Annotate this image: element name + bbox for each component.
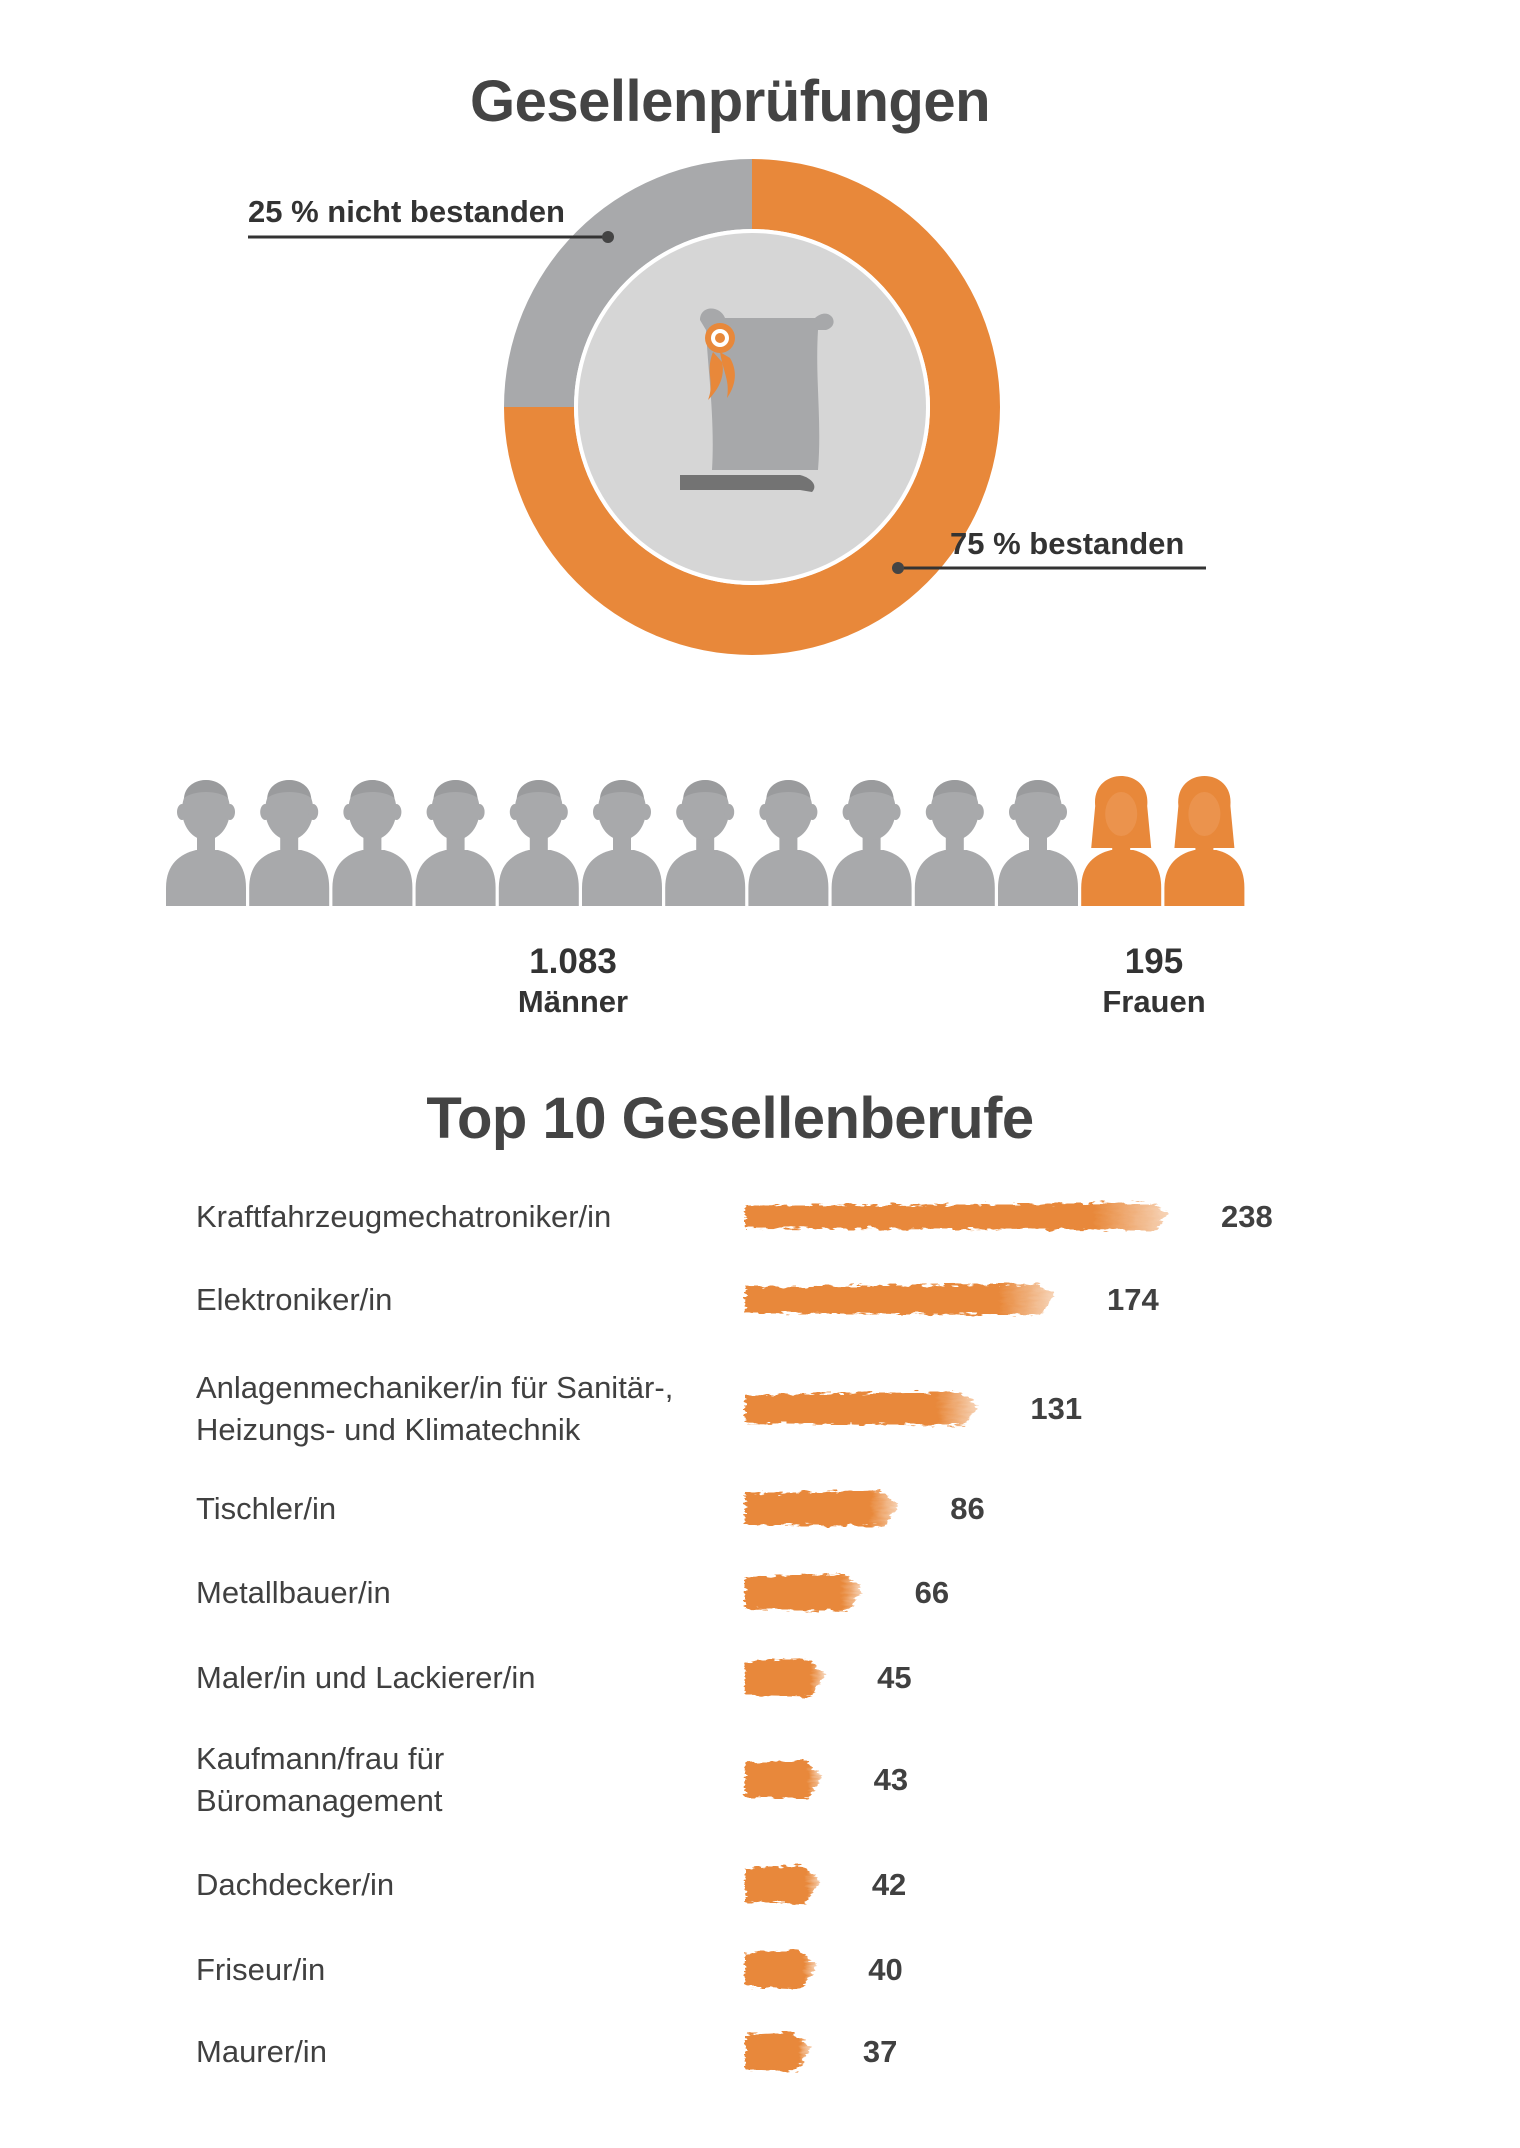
bar-value-label: 238 [1221,1199,1273,1234]
bar-category-label-line: Friseur/in [196,1952,326,1987]
bar-category-label [196,1572,391,1614]
bar-category-label-line: Tischler/in [196,1491,337,1526]
bar-category-label [196,1488,336,1530]
bar-2 [745,1284,1055,1315]
bar-category-label-line: Maurer/in [196,2034,327,2069]
bar-value-label: 40 [868,1952,903,1987]
bar-category-label [196,1657,535,1699]
bar-4 [745,1491,898,1527]
bar-chart-title: Top 10 Gesellenberufe [426,1086,1034,1151]
bar-value-label: 174 [1106,1282,1159,1317]
bar-5 [745,1574,863,1611]
women-count-label: Frauen [1102,984,1206,1019]
bar-category-label-line: Heizungs- und Klimatechnik [196,1412,581,1447]
failed-percentage-label: 25 % nicht bestanden [248,194,565,229]
bar-value-label: 66 [914,1575,950,1610]
passed-percentage-label: 75 % bestanden [950,526,1185,561]
bar-category-label-line: Kraftfahrzeugmechatroniker/in [196,1199,612,1234]
donut-chart-title: Gesellenprüfungen [469,69,990,134]
bar-category-label [196,1367,673,1451]
bar-category-label-line: Anlagenmechaniker/in für Sanitär-, [196,1370,674,1405]
bar-3 [745,1392,978,1425]
men-count-value: 1.083 [529,942,617,981]
bar-value-label: 86 [950,1491,985,1526]
men-count-label: Männer [517,984,629,1019]
bar-category-label-line: Metallbauer/in [196,1575,391,1610]
women-count-value: 195 [1124,942,1184,981]
bar-8 [745,1865,820,1904]
bar-category-label-line: Büromanagement [196,1783,443,1818]
bar-category-label [196,1864,394,1906]
bar-category-label-line: Elektroniker/in [196,1282,393,1317]
bar-category-label-line: Kaufmann/frau für [196,1741,445,1776]
bar-category-label-line: Maler/in und Lackierer/in [196,1660,536,1695]
bar-1 [745,1203,1169,1230]
bar-7 [745,1760,822,1798]
bar-10 [745,2032,811,2071]
bar-value-label: 131 [1030,1391,1083,1426]
bar-value-label: 43 [873,1762,909,1797]
bar-value-label: 42 [871,1867,907,1902]
bar-category-label [196,1738,444,1822]
bar-category-label [196,1279,392,1321]
bar-category-label-line: Dachdecker/in [196,1867,395,1902]
bar-category-label [196,1196,611,1238]
bar-6 [745,1658,825,1696]
bar-9 [745,1950,816,1989]
bar-value-label: 45 [877,1660,912,1695]
bar-value-label: 37 [862,2034,898,2069]
bar-category-label [196,1949,325,1991]
bar-category-label [196,2031,327,2073]
